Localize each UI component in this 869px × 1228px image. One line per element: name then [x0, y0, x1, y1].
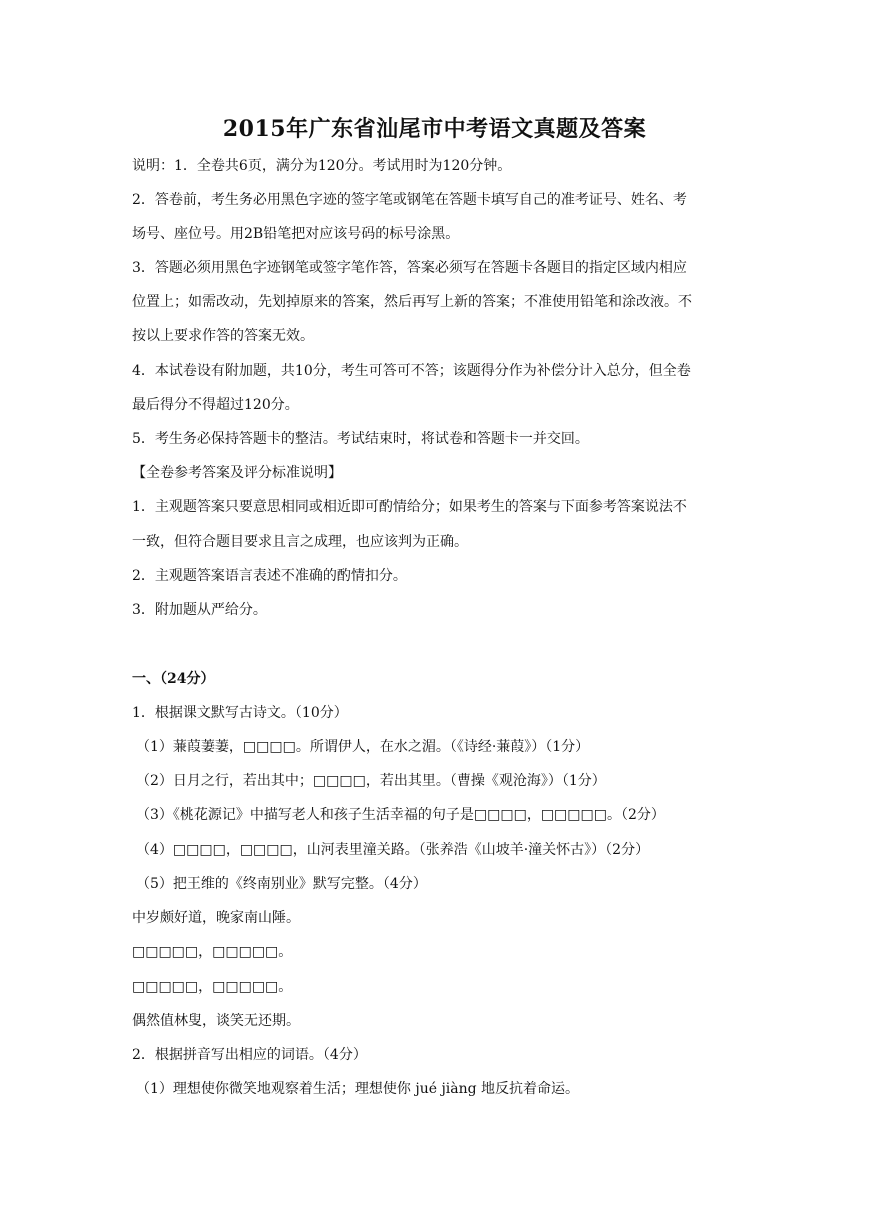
- poem-line-2: □□□□□，□□□□□。: [132, 944, 293, 960]
- scoring-1-line-1: 1．主观题答案只要意思相同或相近即可酌情给分；如果考生的答案与下面参考答案说法不: [132, 499, 687, 515]
- poem-line-1: 中岁颇好道，晚家南山陲。: [132, 910, 300, 926]
- question-1-item-4: （4）□□□□，□□□□，山河表里潼关路。（张养浩《山坡羊·潼关怀古》）（2分）: [136, 842, 650, 858]
- instruction-5: 5．考生务必保持答题卡的整洁。考试结束时，将试卷和答题卡一并交回。: [132, 431, 589, 447]
- question-1-item-1: （1）蒹葭萋萋，□□□□。所谓伊人，在水之湄。（《诗经·蒹葭》）（1分）: [136, 739, 590, 755]
- instruction-2-line-1: 2．答卷前，考生务必用黑色字迹的签字笔或钢笔在答题卡填写自己的准考证号、姓名、考: [132, 192, 687, 208]
- instruction-3-line-3: 按以上要求作答的答案无效。: [132, 328, 314, 344]
- instruction-4-line-2: 最后得分不得超过120分。: [132, 397, 299, 413]
- instruction-4-line-1: 4．本试卷设有附加题，共10分，考生可答可不答；该题得分作为补偿分计入总分，但全卷: [132, 363, 691, 379]
- section-one-heading: 一、（24分）: [132, 671, 215, 687]
- instruction-3-line-1: 3．答题必须用黑色字迹钢笔或签字笔作答，答案必须写在答题卡各题目的指定区域内相应: [132, 260, 687, 276]
- scoring-3: 3．附加题从严给分。: [132, 602, 267, 618]
- scoring-heading: 【全卷参考答案及评分标准说明】: [132, 465, 342, 481]
- question-2-item-1: （1）理想使你微笑地观察着生活；理想使你 jué jiàng 地反抗着命运。: [136, 1081, 580, 1097]
- poem-line-4: 偶然值林叟，谈笑无还期。: [132, 1013, 300, 1029]
- instructions-intro: 说明：1．全卷共6页，满分为120分。考试用时为120分钟。: [132, 158, 512, 174]
- instruction-3-line-2: 位置上；如需改动，先划掉原来的答案，然后再写上新的答案；不准使用铅笔和涂改液。不: [132, 294, 692, 310]
- poem-line-3: □□□□□，□□□□□。: [132, 979, 293, 995]
- document-title: 2015年广东省汕尾市中考语文真题及答案: [222, 116, 647, 142]
- scoring-1-line-2: 一致，但符合题目要求且言之成理，也应该判为正确。: [132, 534, 468, 550]
- question-1: 1．根据课文默写古诗文。（10分）: [132, 705, 348, 721]
- scoring-2: 2．主观题答案语言表述不准确的酌情扣分。: [132, 568, 407, 584]
- question-1-item-3: （3）《桃花源记》中描写老人和孩子生活幸福的句子是□□□□，□□□□□。（2分）: [136, 807, 665, 823]
- question-1-item-5: （5）把王维的《终南别业》默写完整。（4分）: [136, 876, 427, 892]
- instruction-2-line-2: 场号、座位号。用2B铅笔把对应该号码的标号涂黑。: [132, 226, 460, 242]
- question-1-item-2: （2）日月之行，若出其中；□□□□，若出其里。（曹操《观沧海》）（1分）: [136, 773, 606, 789]
- question-2: 2．根据拼音写出相应的词语。（4分）: [132, 1047, 367, 1063]
